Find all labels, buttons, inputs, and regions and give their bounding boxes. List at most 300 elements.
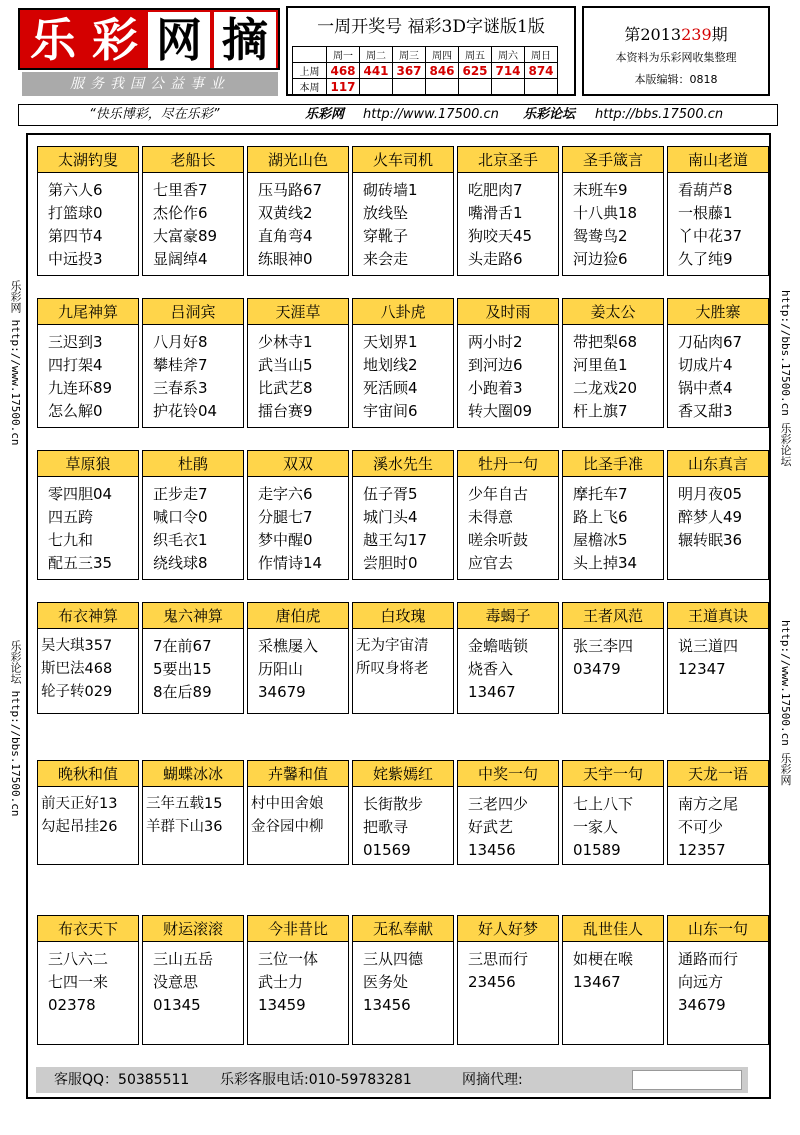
forecast-cell (457, 915, 559, 1045)
side-left-1: 乐彩网 http://www.17500.cn (9, 280, 22, 446)
forecast-line: 穿靴子 (363, 227, 409, 245)
forecast-line: 宇宙间6 (363, 402, 418, 420)
forecast-line: 一根藤1 (678, 204, 733, 222)
forecast-cell-title: 天龙一语 (668, 761, 768, 787)
draw-table (292, 46, 558, 95)
forecast-line: 少年自古 (468, 485, 529, 503)
forecast-line: 看葫芦8 (678, 181, 733, 199)
forecast-line: 梦中醒0 (258, 531, 313, 549)
forecast-line: 尝胆时0 (363, 554, 418, 572)
forecast-cell-title: 毒蝎子 (458, 603, 558, 629)
forecast-cell-title: 天涯草 (248, 299, 348, 325)
forecast-cell (247, 915, 349, 1045)
forecast-line: 嘴滑舌1 (468, 204, 523, 222)
draw-number: 874 (525, 63, 558, 79)
forecast-cell (667, 760, 769, 865)
forecast-cell-title: 中奖一句 (458, 761, 558, 787)
forecast-line: 大富豪89 (153, 227, 218, 245)
draw-number (360, 79, 393, 95)
forecast-cell-title: 无私奉献 (353, 916, 453, 942)
side-right-1: http://bbs.17500.cn 乐彩论坛 (779, 290, 792, 467)
forecast-line: 一家人 (573, 818, 619, 836)
forecast-cell-title: 王道真诀 (668, 603, 768, 629)
forecast-line: 河里鱼1 (573, 356, 628, 374)
draw-days-row (293, 47, 558, 63)
forecast-cell (352, 146, 454, 276)
forecast-line: 三年五载15 (146, 796, 223, 812)
site2-name: 乐彩论坛 (523, 107, 576, 122)
forecast-line: 丫中花37 (678, 227, 743, 245)
forecast-cell-body (563, 325, 663, 423)
forecast-cell-title: 大胜寨 (668, 299, 768, 325)
day-header: 周日 (525, 47, 558, 63)
forecast-line: 金谷园中柳 (251, 819, 324, 835)
slogan-bar (18, 104, 778, 126)
forecast-cell-title: 唐伯虎 (248, 603, 348, 629)
forecast-cell-body (38, 325, 138, 423)
forecast-cell-title: 好人好梦 (458, 916, 558, 942)
issue-box (582, 6, 770, 96)
forecast-line: 绕线球8 (153, 554, 208, 572)
forecast-cell (142, 602, 244, 714)
forecast-cell-body (353, 942, 453, 1017)
logo-char-1: 乐 (30, 13, 76, 67)
forecast-line: 比武艺8 (258, 379, 313, 397)
forecast-line: 三老四少 (468, 795, 529, 813)
forecast-line: 三山五岳 (153, 950, 214, 968)
forecast-line: 7在前67 (153, 637, 212, 655)
forecast-cell-body (353, 325, 453, 423)
forecast-line: 三从四德 (363, 950, 424, 968)
forecast-cell-body (248, 325, 348, 423)
forecast-line: 三八六二 (48, 950, 109, 968)
forecast-cell (457, 602, 559, 714)
forecast-cell-body (668, 942, 768, 1017)
agent-field (632, 1070, 742, 1090)
forecast-line: 作情诗14 (258, 554, 323, 572)
forecast-line: 长街散步 (363, 795, 424, 813)
issue-editor: 本版编辑：0818 (634, 73, 718, 86)
forecast-cell-title: 牡丹一句 (458, 451, 558, 477)
forecast-line: 01345 (153, 996, 201, 1014)
forecast-line: 通路而行 (678, 950, 739, 968)
forecast-line: 01589 (573, 841, 621, 859)
forecast-cell (457, 298, 559, 428)
forecast-line: 武士力 (258, 973, 304, 991)
forecast-line: 狗咬天45 (468, 227, 533, 245)
forecast-line: 张三李四 (573, 637, 634, 655)
forecast-cell-title: 八卦虎 (353, 299, 453, 325)
draw-number: 625 (459, 63, 492, 79)
forecast-cell-body (143, 787, 243, 839)
forecast-line: 末班车9 (573, 181, 628, 199)
logo-char-2: 彩 (92, 13, 138, 67)
draw-number (393, 79, 426, 95)
forecast-line: 把歌寻 (363, 818, 409, 836)
forecast-cell (37, 146, 139, 276)
forecast-cell-title: 太湖钓叟 (38, 147, 138, 173)
forecast-cell-title: 圣手箴言 (563, 147, 663, 173)
draw-number: 714 (492, 63, 525, 79)
forecast-cell-title: 蝴蝶冰冰 (143, 761, 243, 787)
forecast-line: 显阔绰4 (153, 250, 208, 268)
forecast-cell (562, 146, 664, 276)
service-phone: 乐彩客服电话:010-59783281 (220, 1072, 412, 1088)
logo (18, 8, 280, 70)
forecast-line: 金蟾啮锁 (468, 637, 529, 655)
forecast-line: 轮子转029 (41, 684, 113, 700)
forecast-cell-body (38, 173, 138, 271)
forecast-cell (142, 760, 244, 865)
forecast-cell (457, 760, 559, 865)
side-right-2: http://www.17500.cn 乐彩网 (779, 620, 792, 786)
logo-subtitle: 服务我国公益事业 (22, 72, 278, 96)
forecast-line: 三迟到3 (48, 333, 103, 351)
forecast-cell (247, 146, 349, 276)
forecast-line: 好武艺 (468, 818, 514, 836)
forecast-line: 头走路6 (468, 250, 523, 268)
forecast-cell-title: 天宇一句 (563, 761, 663, 787)
forecast-cell-body (563, 477, 663, 575)
logo-char-3: 网 (148, 12, 210, 68)
forecast-cell-body (668, 325, 768, 423)
forecast-cell-body (248, 942, 348, 1017)
forecast-line: 四五跨 (48, 508, 94, 526)
forecast-line: 羊群下山36 (146, 819, 223, 835)
forecast-line: 摩托车7 (573, 485, 628, 503)
forecast-cell-title: 布衣天下 (38, 916, 138, 942)
forecast-cell (247, 298, 349, 428)
draw-number (492, 79, 525, 95)
forecast-line: 配五三35 (48, 554, 113, 572)
issue-note: 本资料为乐彩网收集整理 (615, 51, 737, 64)
forecast-line: 13467 (573, 973, 621, 991)
draw-number: 468 (327, 63, 360, 79)
forecast-line: 少林寺1 (258, 333, 313, 351)
forecast-cell-body (143, 942, 243, 1017)
forecast-line: 织毛衣1 (153, 531, 208, 549)
forecast-line: 鸳鸯鸟2 (573, 227, 628, 245)
forecast-cell-title: 北京圣手 (458, 147, 558, 173)
forecast-line: 斯巴法468 (41, 661, 113, 677)
forecast-line: 压马路67 (258, 181, 323, 199)
forecast-cell (247, 450, 349, 580)
forecast-line: 七里香7 (153, 181, 208, 199)
footer-bar (36, 1067, 748, 1093)
forecast-line: 砌砖墙1 (363, 181, 418, 199)
forecast-line: 直角弯4 (258, 227, 313, 245)
forecast-line: 城门头4 (363, 508, 418, 526)
forecast-line: 所叹身将老 (356, 661, 429, 677)
forecast-line: 走字六6 (258, 485, 313, 503)
forecast-line: 02378 (48, 996, 96, 1014)
forecast-line: 河边猃6 (573, 250, 628, 268)
forecast-line: 小跑着3 (468, 379, 523, 397)
forecast-line: 三位一体 (258, 950, 319, 968)
forecast-cell-body (458, 325, 558, 423)
forecast-cell (247, 760, 349, 865)
forecast-cell (352, 602, 454, 714)
forecast-line: 如梗在喉 (573, 950, 634, 968)
forecast-cell-body (143, 325, 243, 423)
draw-number (459, 79, 492, 95)
forecast-cell (562, 915, 664, 1045)
forecast-cell-body (38, 477, 138, 575)
forecast-line: 应官去 (468, 554, 514, 572)
forecast-line: 久了纯9 (678, 250, 733, 268)
forecast-line: 路上飞6 (573, 508, 628, 526)
forecast-line: 03479 (573, 660, 621, 678)
forecast-line: 擂台赛9 (258, 402, 313, 420)
forecast-line: 九连环89 (48, 379, 113, 397)
forecast-line: 吃肥肉7 (468, 181, 523, 199)
forecast-line: 13456 (468, 841, 516, 859)
forecast-line: 七四一来 (48, 973, 109, 991)
forecast-cell-title: 溪水先生 (353, 451, 453, 477)
draw-number: 117 (327, 79, 360, 95)
forecast-line: 没意思 (153, 973, 199, 991)
forecast-cell-body (458, 942, 558, 994)
forecast-line: 三春系3 (153, 379, 208, 397)
forecast-cell (667, 450, 769, 580)
forecast-cell (142, 298, 244, 428)
forecast-cell-body (668, 477, 768, 552)
slogan-quote: “快乐博彩，尽在乐彩” (89, 107, 220, 122)
forecast-line: 不可少 (678, 818, 724, 836)
forecast-cell-body (248, 173, 348, 271)
forecast-cell (352, 915, 454, 1045)
forecast-line: 三思而行 (468, 950, 529, 968)
forecast-cell-body (353, 787, 453, 862)
forecast-line: 第四节4 (48, 227, 103, 245)
forecast-line: 二龙戏20 (573, 379, 638, 397)
forecast-cell-title: 草原狼 (38, 451, 138, 477)
forecast-line: 放线坠 (363, 204, 409, 222)
forecast-cell (562, 298, 664, 428)
forecast-cell-title: 杜鹃 (143, 451, 243, 477)
forecast-line: 分腿七7 (258, 508, 313, 526)
forecast-line: 中远投3 (48, 250, 103, 268)
forecast-cell-title: 湖光山色 (248, 147, 348, 173)
draw-corner (293, 47, 327, 63)
forecast-cell-body (668, 787, 768, 862)
forecast-line: 34679 (678, 996, 726, 1014)
forecast-line: 转大圈09 (468, 402, 533, 420)
forecast-cell-title: 鬼六神算 (143, 603, 243, 629)
side-left-2: 乐彩论坛 http://bbs.17500.cn (9, 640, 22, 817)
forecast-line: 锅中煮4 (678, 379, 733, 397)
forecast-cell-title: 山东真言 (668, 451, 768, 477)
site1-name: 乐彩网 (305, 107, 345, 122)
forecast-cell (142, 450, 244, 580)
forecast-line: 医务处 (363, 973, 409, 991)
day-header: 周四 (426, 47, 459, 63)
day-header: 周二 (360, 47, 393, 63)
forecast-line: 头上掉34 (573, 554, 638, 572)
forecast-cell-body (143, 477, 243, 575)
forecast-line: 13467 (468, 683, 516, 701)
forecast-cell (37, 602, 139, 714)
forecast-cell-title: 财运滚滚 (143, 916, 243, 942)
forecast-cell (352, 298, 454, 428)
forecast-cell-title: 比圣手准 (563, 451, 663, 477)
forecast-cell-title: 南山老道 (668, 147, 768, 173)
forecast-cell (37, 760, 139, 865)
forecast-line: 向远方 (678, 973, 724, 991)
forecast-cell-body (38, 787, 138, 839)
forecast-line: 13456 (363, 996, 411, 1014)
site2-link[interactable]: http://bbs.17500.cn (595, 107, 724, 122)
forecast-line: 到河边6 (468, 356, 523, 374)
forecast-line: 香又甜3 (678, 402, 733, 420)
draw-results-box (286, 6, 576, 96)
this-week-row (293, 79, 558, 95)
forecast-line: 村中田舍娘 (251, 796, 324, 812)
forecast-line: 12347 (678, 660, 726, 678)
forecast-cell-title: 老船长 (143, 147, 243, 173)
forecast-cell-title: 山东一句 (668, 916, 768, 942)
forecast-cell-body (248, 477, 348, 575)
forecast-cell-body (563, 629, 663, 681)
forecast-line: 切成片4 (678, 356, 733, 374)
forecast-line: 屋檐冰5 (573, 531, 628, 549)
forecast-cell (352, 760, 454, 865)
forecast-cell-body (458, 477, 558, 575)
forecast-line: 说三道四 (678, 637, 739, 655)
forecast-line: 烧香入 (468, 660, 514, 678)
forecast-cell-body (458, 173, 558, 271)
forecast-cell (562, 602, 664, 714)
forecast-line: 八月好8 (153, 333, 208, 351)
forecast-line: 天划界1 (363, 333, 418, 351)
forecast-cell-body (38, 629, 138, 704)
forecast-line: 零四胆04 (48, 485, 113, 503)
forecast-cell-title: 晚秋和值 (38, 761, 138, 787)
forecast-cell (667, 298, 769, 428)
draw-title: 一周开奖号 福彩3D字谜版1版 (317, 17, 545, 37)
forecast-line: 采樵屡入 (258, 637, 319, 655)
site1-link[interactable]: http://www.17500.cn (363, 107, 499, 122)
forecast-cell-title: 及时雨 (458, 299, 558, 325)
forecast-line: 34679 (258, 683, 306, 701)
day-header: 周三 (393, 47, 426, 63)
forecast-cell-body (563, 942, 663, 994)
forecast-cell (667, 915, 769, 1045)
last-week-label: 上周 (293, 63, 327, 79)
forecast-cell-body (458, 787, 558, 862)
forecast-line: 南方之尾 (678, 795, 739, 813)
forecast-cell-title: 吕洞宾 (143, 299, 243, 325)
forecast-cell-title: 今非昔比 (248, 916, 348, 942)
forecast-line: 打篮球0 (48, 204, 103, 222)
forecast-line: 5要出15 (153, 660, 212, 678)
forecast-cell-title: 双双 (248, 451, 348, 477)
forecast-line: 醉梦人49 (678, 508, 743, 526)
forecast-line: 23456 (468, 973, 516, 991)
forecast-line: 前天正好13 (41, 796, 118, 812)
forecast-cell (562, 450, 664, 580)
issue-prefix: 第2013 (624, 25, 682, 44)
forecast-cell (667, 602, 769, 714)
draw-number (426, 79, 459, 95)
forecast-cell (142, 915, 244, 1045)
draw-number: 367 (393, 63, 426, 79)
forecast-line: 七上八下 (573, 795, 634, 813)
draw-number (525, 79, 558, 95)
forecast-line: 护花铃04 (153, 402, 218, 420)
forecast-cell (37, 298, 139, 428)
forecast-line: 嗟余听鼓 (468, 531, 529, 549)
forecast-line: 01569 (363, 841, 411, 859)
forecast-line: 刀砧肉67 (678, 333, 743, 351)
forecast-cell-body (563, 787, 663, 862)
forecast-line: 攀桂斧7 (153, 356, 208, 374)
forecast-line: 杰伦作6 (153, 204, 208, 222)
forecast-cell-body (668, 173, 768, 271)
forecast-cell-title: 布衣神算 (38, 603, 138, 629)
forecast-line: 吴大琪357 (41, 638, 113, 654)
forecast-cell (457, 450, 559, 580)
forecast-line: 明月夜05 (678, 485, 743, 503)
forecast-line: 辗转眠36 (678, 531, 743, 549)
forecast-line: 两小时2 (468, 333, 523, 351)
forecast-line: 来会走 (363, 250, 409, 268)
forecast-line: 死活顾4 (363, 379, 418, 397)
forecast-cell-title: 姹紫嫣红 (353, 761, 453, 787)
logo-char-4: 摘 (214, 12, 276, 68)
forecast-line: 越王勾17 (363, 531, 428, 549)
forecast-line: 喊口令0 (153, 508, 208, 526)
forecast-line: 勾起吊挂26 (41, 819, 118, 835)
forecast-line: 伍子胥5 (363, 485, 418, 503)
issue-number (584, 22, 768, 45)
main-grid (26, 133, 771, 1099)
forecast-cell-body (668, 629, 768, 681)
service-qq: 客服QQ：50385511 (54, 1072, 190, 1088)
forecast-cell-body (38, 942, 138, 1017)
draw-number: 441 (360, 63, 393, 79)
forecast-cell-title: 火车司机 (353, 147, 453, 173)
forecast-line: 无为宇宙清 (356, 638, 429, 654)
forecast-line: 杆上旗7 (573, 402, 628, 420)
forecast-cell-body (143, 173, 243, 271)
forecast-line: 七九和 (48, 531, 94, 549)
forecast-line: 带把梨68 (573, 333, 638, 351)
forecast-cell-title: 姜太公 (563, 299, 663, 325)
forecast-cell-title: 白玫瑰 (353, 603, 453, 629)
forecast-line: 历阳山 (258, 660, 304, 678)
forecast-line: 未得意 (468, 508, 514, 526)
day-header: 周六 (492, 47, 525, 63)
forecast-cell-title: 九尾神算 (38, 299, 138, 325)
forecast-line: 四打架4 (48, 356, 103, 374)
forecast-line: 13459 (258, 996, 306, 1014)
forecast-cell-body (353, 477, 453, 575)
issue-suffix: 期 (711, 25, 728, 44)
last-week-row (293, 63, 558, 79)
forecast-cell-body (143, 629, 243, 704)
day-header: 周一 (327, 47, 360, 63)
forecast-cell (352, 450, 454, 580)
forecast-cell-title: 卉馨和值 (248, 761, 348, 787)
forecast-cell (457, 146, 559, 276)
forecast-cell (247, 602, 349, 714)
forecast-line: 8在后89 (153, 683, 212, 701)
forecast-cell (142, 146, 244, 276)
forecast-line: 怎么解0 (48, 402, 103, 420)
forecast-cell-body (353, 173, 453, 271)
draw-number: 846 (426, 63, 459, 79)
